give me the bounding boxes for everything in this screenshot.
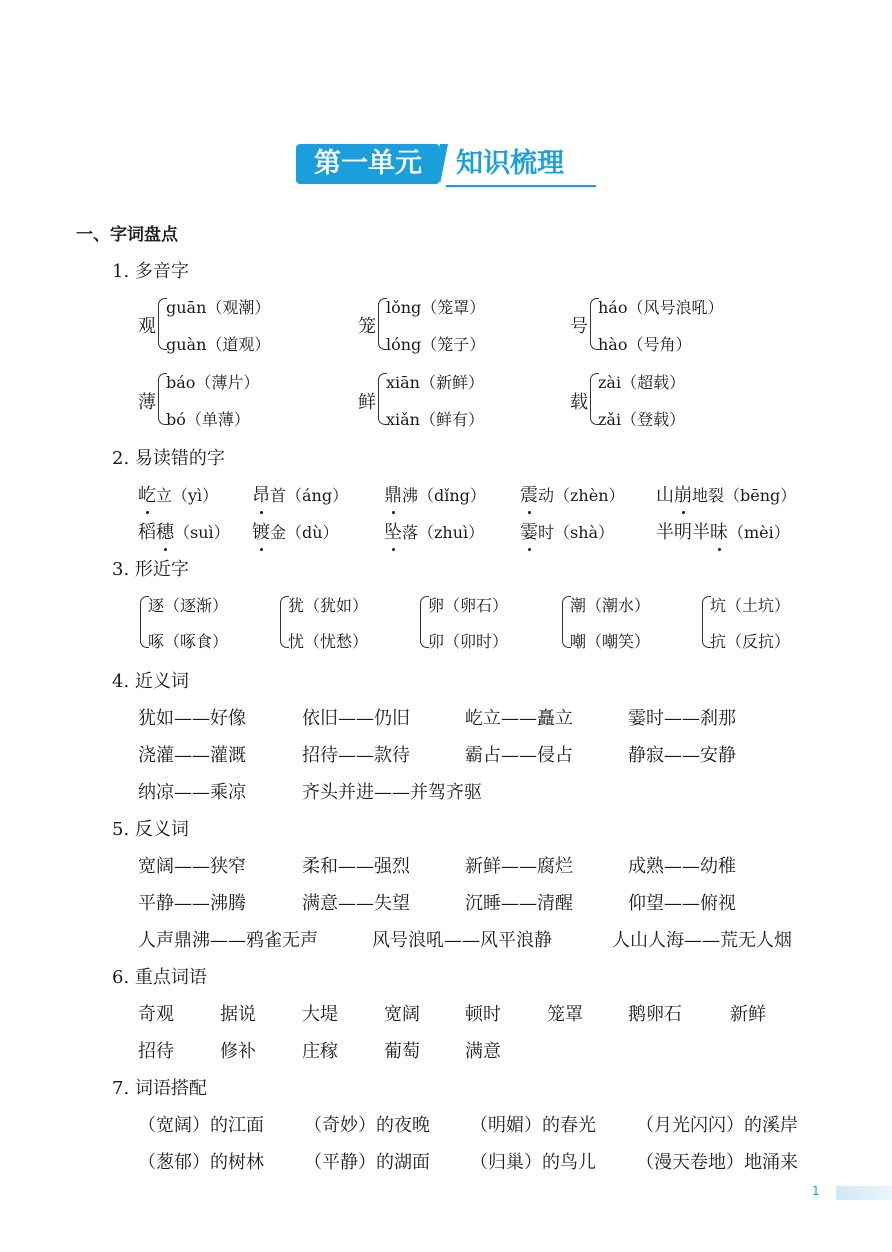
key-word: 葡萄 — [384, 1041, 420, 1062]
key-word: 笼罩 — [547, 1004, 583, 1025]
key-word: 庄稼 — [302, 1041, 338, 1062]
subsection-heading: 7. 词语搭配 — [112, 1078, 207, 1099]
polyphone-reading: guān（观潮） — [166, 298, 271, 317]
polyphone-reading: guàn（道观） — [166, 335, 271, 354]
polyphone-reading: háo（风号浪吼） — [598, 298, 724, 317]
misread-word: 屹立（yì） — [138, 481, 218, 507]
similar-char: 嘲（嘲笑） — [570, 632, 651, 651]
polyphone-char: 载 — [570, 392, 588, 413]
antonym-pair: 新鲜——腐烂 — [465, 856, 573, 877]
collocation: （归巢）的鸟儿 — [470, 1152, 596, 1173]
polyphone-reading: xiǎn（鲜有） — [386, 410, 484, 429]
polyphone-reading: xiān（新鲜） — [386, 373, 484, 392]
polyphone-reading: zǎi（登载） — [598, 410, 686, 429]
polyphone-reading: báo（薄片） — [166, 373, 260, 392]
key-word: 顿时 — [465, 1004, 501, 1025]
subsection-heading: 1. 多音字 — [112, 261, 189, 282]
misread-word: 山崩地裂（bēng） — [656, 481, 796, 507]
subsection-heading: 6. 重点词语 — [112, 967, 207, 988]
key-word: 据说 — [220, 1004, 256, 1025]
polyphone-char: 鲜 — [358, 392, 376, 413]
unit-title — [296, 144, 596, 188]
similar-char: 坑（土坑） — [710, 596, 791, 615]
similar-char: 犹（犹如） — [288, 596, 369, 615]
synonym-pair: 霸占——侵占 — [465, 745, 573, 766]
similar-char: 卯（卯时） — [428, 632, 509, 651]
synonym-pair: 屹立——矗立 — [465, 708, 573, 729]
misread-word: 半明半昧（mèi） — [656, 518, 790, 544]
polyphone-reading: hào（号角） — [598, 335, 692, 354]
unit-title-label: 第一单元 — [296, 144, 440, 184]
antonym-pair: 成熟——幼稚 — [628, 856, 736, 877]
collocation: （平静）的湖面 — [304, 1152, 430, 1173]
subsection-heading: 5. 反义词 — [112, 819, 189, 840]
key-word: 新鲜 — [730, 1004, 766, 1025]
misread-word: 稻穗（suì） — [138, 518, 230, 544]
subsection-heading: 4. 近义词 — [112, 671, 189, 692]
misread-word: 震动（zhèn） — [520, 481, 625, 507]
polyphone-char: 观 — [138, 316, 156, 337]
antonym-pair: 平静——沸腾 — [138, 893, 246, 914]
synonym-pair: 霎时——刹那 — [628, 708, 736, 729]
similar-char: 卵（卵石） — [428, 596, 509, 615]
collocation: （月光闪闪）的溪岸 — [636, 1115, 798, 1136]
collocation: （宽阔）的江面 — [138, 1115, 264, 1136]
misread-word: 昂首（áng） — [252, 481, 348, 507]
synonym-pair: 浇灌——灌溉 — [138, 745, 246, 766]
polyphone-reading: lǒng（笼罩） — [386, 298, 486, 317]
synonym-pair: 依旧——仍旧 — [302, 708, 410, 729]
antonym-pair: 柔和——强烈 — [302, 856, 410, 877]
key-word: 满意 — [465, 1041, 501, 1062]
polyphone-reading: bó（单薄） — [166, 410, 250, 429]
unit-title-subtitle: 知识梳理 — [456, 148, 564, 179]
title-underline — [446, 185, 596, 187]
key-word: 修补 — [220, 1041, 256, 1062]
collocation: （葱郁）的树林 — [138, 1152, 264, 1173]
polyphone-char: 笼 — [358, 316, 376, 337]
page-number-bar — [836, 1186, 892, 1200]
polyphone-reading: lóng（笼子） — [386, 335, 486, 354]
subsection-heading: 3. 形近字 — [112, 559, 189, 580]
key-word: 大堤 — [302, 1004, 338, 1025]
key-word: 奇观 — [138, 1004, 174, 1025]
collocation: （漫天卷地）地涌来 — [636, 1152, 798, 1173]
key-word: 宽阔 — [384, 1004, 420, 1025]
synonym-pair: 齐头并进——并驾齐驱 — [302, 782, 482, 803]
antonym-pair: 宽阔——狭窄 — [138, 856, 246, 877]
synonym-pair: 犹如——好像 — [138, 708, 246, 729]
collocation: （明媚）的春光 — [470, 1115, 596, 1136]
similar-char: 忧（忧愁） — [288, 632, 369, 651]
antonym-pair: 沉睡——清醒 — [465, 893, 573, 914]
similar-char: 啄（啄食） — [148, 632, 229, 651]
key-word: 鹅卵石 — [628, 1004, 682, 1025]
collocation: （奇妙）的夜晚 — [304, 1115, 430, 1136]
antonym-pair: 仰望——俯视 — [628, 893, 736, 914]
similar-char: 抗（反抗） — [710, 632, 791, 651]
antonym-pair: 人声鼎沸——鸦雀无声 — [138, 930, 318, 951]
misread-word: 镀金（dù） — [252, 518, 339, 544]
antonym-pair: 人山人海——荒无人烟 — [612, 930, 792, 951]
synonym-pair: 纳凉——乘凉 — [138, 782, 246, 803]
misread-word: 鼎沸（dǐng） — [384, 481, 486, 507]
page-number: 1 — [812, 1184, 820, 1198]
synonym-pair: 静寂——安静 — [628, 745, 736, 766]
key-word: 招待 — [138, 1041, 174, 1062]
section-heading: 一、字词盘点 — [76, 225, 178, 245]
polyphone-reading: zài（超载） — [598, 373, 686, 392]
misread-word: 坠落（zhuì） — [384, 518, 484, 544]
misread-word: 霎时（shà） — [520, 518, 614, 544]
similar-char: 潮（潮水） — [570, 596, 651, 615]
synonym-pair: 招待——款待 — [302, 745, 410, 766]
polyphone-char: 号 — [570, 316, 588, 337]
antonym-pair: 风号浪吼——风平浪静 — [372, 930, 552, 951]
antonym-pair: 满意——失望 — [302, 893, 410, 914]
subsection-heading: 2. 易读错的字 — [112, 448, 225, 469]
polyphone-char: 薄 — [138, 392, 156, 413]
similar-char: 逐（逐渐） — [148, 596, 229, 615]
